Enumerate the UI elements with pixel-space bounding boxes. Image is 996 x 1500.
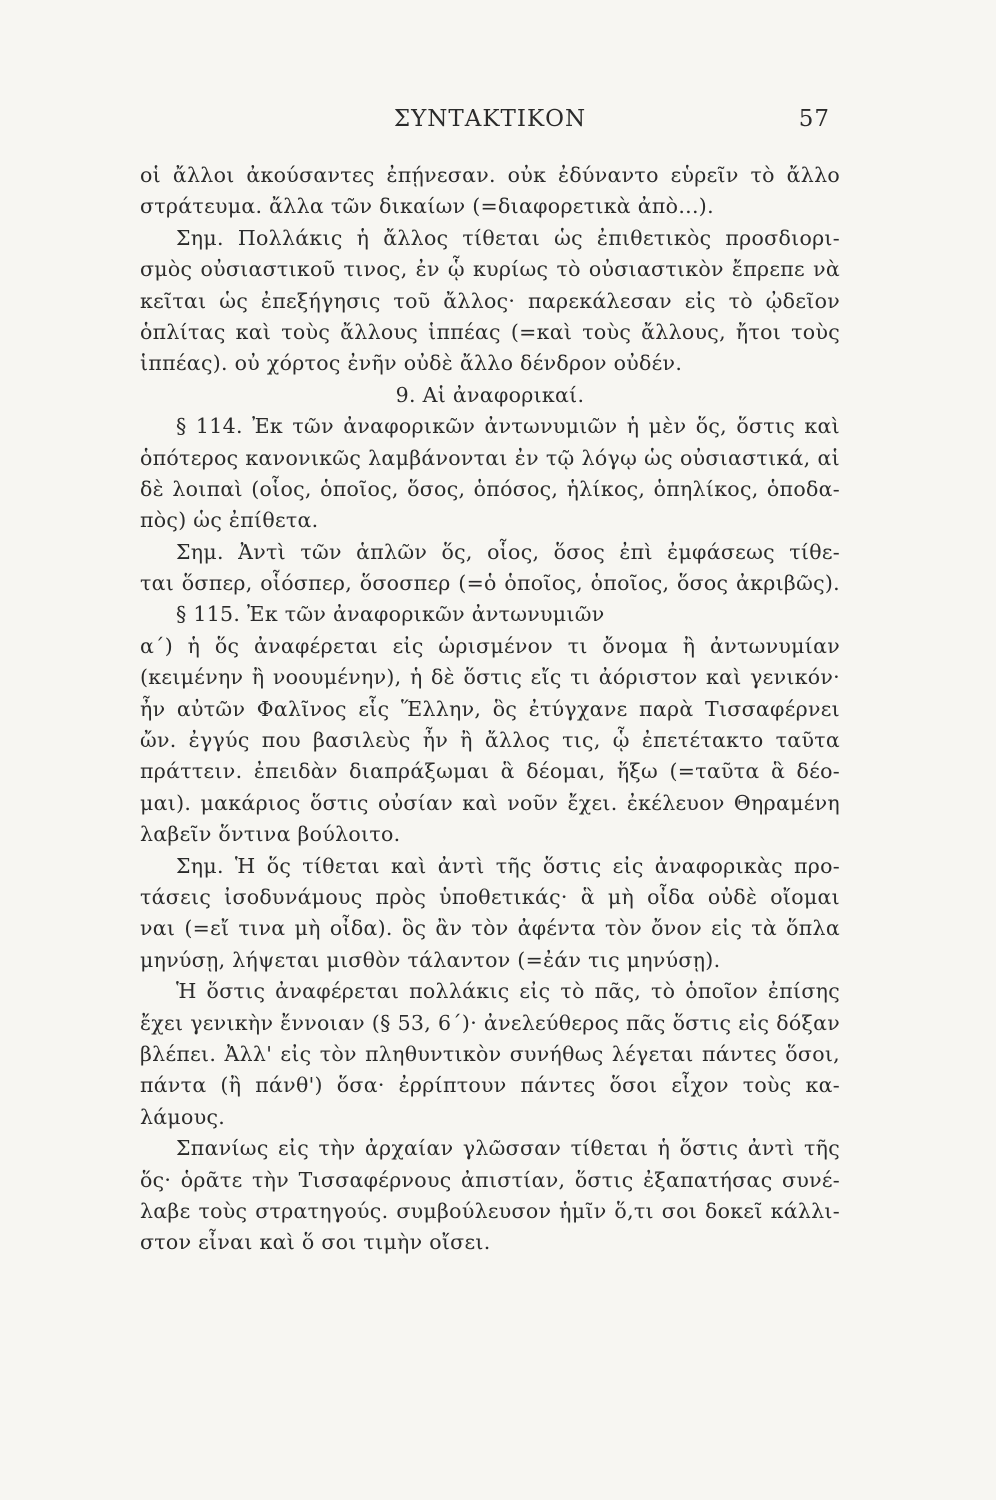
text-line: βλέπει. Ἀλλ' εἰς τὸν πληθυντικὸν συνήθως λέγεται πάντες ὅσοι, [140,1041,840,1066]
text-line: Ἡ ὅστις ἀναφέρεται πολλάκις εἰς τὸ πᾶς, τὸ ὁποῖον ἐπίσης [176,979,840,1004]
text-line: τάσεις ἰσοδυνάμους πρὸς ὑποθετικάς· ἃ μὴ οἶδα οὐδὲ οἴομαι [140,884,840,909]
text-line: ἦν αὐτῶν Φαλῖνος εἷς Ἕλλην, ὃς ἐτύγχανε παρὰ Τισσαφέρνει [140,696,840,721]
body-text [140,160,840,1259]
text-line: Σημ. Πολλάκις ἡ ἄλλος τίθεται ὡς ἐπιθετικὸς προσδιορι- [176,225,840,250]
text-line: στον εἶναι καὶ ὅ σοι τιμὴν οἴσει. [140,1230,491,1255]
text-line: ἱππέας). οὐ χόρτος ἐνῆν οὐδὲ ἄλλο δένδρον οὐδέν. [140,351,683,376]
text-line: § 114. Ἐκ τῶν ἀναφορικῶν ἀντωνυμιῶν ἡ μὲν ὅς, ὅστις καὶ [176,414,840,439]
text-line: μηνύσῃ, λήψεται μισθὸν τάλαντον (=ἐάν τις μηνύσῃ). [140,947,721,972]
text-line: ὁπλίτας καὶ τοὺς ἄλλους ἱππέας (=καὶ τοὺς ἄλλους, ἤτοι τοὺς [140,319,840,344]
text-line: στράτευμα. ἄλλα τῶν δικαίων (=διαφορετικὰ ἀπὸ...). [140,194,714,219]
text-line: λαβε τοὺς στρατηγούς. συμβούλευσον ἡμῖν ὅ,τι σοι δοκεῖ κάλλι- [140,1198,840,1223]
text-line: μαι). μακάριος ὅστις οὐσίαν καὶ νοῦν ἔχει. ἐκέλευον Θηραμένη [140,790,840,815]
text-line: ἔχει γενικὴν ἔννοιαν (§ 53, 6΄)· ἀνελεύθερος πᾶς ὅστις εἰς δόξαν [140,1010,840,1035]
text-line: ὤν. ἐγγύς που βασιλεὺς ἦν ἢ ἄλλος τις, ᾧ ἐπετέτακτο ταῦτα [140,728,840,753]
page-number: 57 [798,106,830,132]
page-header [140,100,840,140]
text-line: δὲ λοιπαὶ (οἷος, ὁποῖος, ὅσος, ὁπόσος, ἡλίκος, ὁπηλίκος, ὁποδα- [140,476,840,501]
text-line: πράττειν. ἐπειδὰν διαπράξωμαι ἃ δέομαι, ἥξω (=ταῦτα ἃ δέο- [140,759,840,784]
text-line: πὸς) ὡς ἐπίθετα. [140,508,319,533]
text-line: ὅς· ὁρᾶτε τὴν Τισσαφέρνους ἀπιστίαν, ὅστις ἐξαπατήσας συνέ- [140,1167,840,1192]
text-line: λάμους. [140,1104,226,1129]
text-line: λαβεῖν ὅντινα βούλοιτο. [140,822,401,847]
text-line: (κειμένην ἢ νοουμένην), ἡ δὲ ὅστις εἴς τι ἀόριστον καὶ γενικόν· [140,665,840,690]
running-title: ΣΥΝΤΑΚΤΙΚΟΝ [393,106,587,132]
text-line: ὁπότερος κανονικῶς λαμβάνονται ἐν τῷ λόγῳ ὡς οὐσιαστικά, αἱ [140,445,840,470]
text-line: ναι (=εἴ τινα μὴ οἶδα). ὃς ἂν τὸν ἀφέντα τὸν ὄνον εἰς τὰ ὅπλα [140,916,840,941]
text-line: κεῖται ὡς ἐπεξήγησις τοῦ ἄλλος· παρεκάλεσαν εἰς τὸ ᾠδεῖον [140,288,840,313]
text-line: § 115. Ἐκ τῶν ἀναφορικῶν ἀντωνυμιῶν [176,602,605,627]
section-heading: 9. Αἱ ἀναφορικαί. [395,382,585,407]
text-line: Σπανίως εἰς τὴν ἀρχαίαν γλῶσσαν τίθεται ἡ ὅστις ἀντὶ τῆς [176,1136,840,1161]
text-line: Σημ. Ἡ ὅς τίθεται καὶ ἀντὶ τῆς ὅστις εἰς ἀναφορικὰς προ- [176,853,840,878]
text-line: Σημ. Ἀντὶ τῶν ἁπλῶν ὅς, οἷος, ὅσος ἐπὶ ἐμφάσεως τίθε- [176,539,840,564]
text-line: σμὸς οὐσιαστικοῦ τινος, ἐν ᾧ κυρίως τὸ οὐσιαστικὸν ἔπρεπε νὰ [140,257,840,282]
text-line: ται ὅσπερ, οἷόσπερ, ὅσοσπερ (=ὁ ὁποῖος, ὁποῖος, ὅσος ἀκριβῶς). [140,571,840,596]
text-line: πάντα (ἢ πάνθ') ὅσα· ἐρρίπτουν πάντες ὅσοι εἶχον τοὺς κα- [140,1073,840,1098]
text-line: α΄) ἡ ὅς ἀναφέρεται εἰς ὡρισμένον τι ὄνομα ἢ ἀντωνυμίαν [140,633,840,658]
text-line: οἱ ἄλλοι ἀκούσαντες ἐπῄνεσαν. οὐκ ἐδύναντο εὑρεῖν τὸ ἄλλο [140,163,840,187]
